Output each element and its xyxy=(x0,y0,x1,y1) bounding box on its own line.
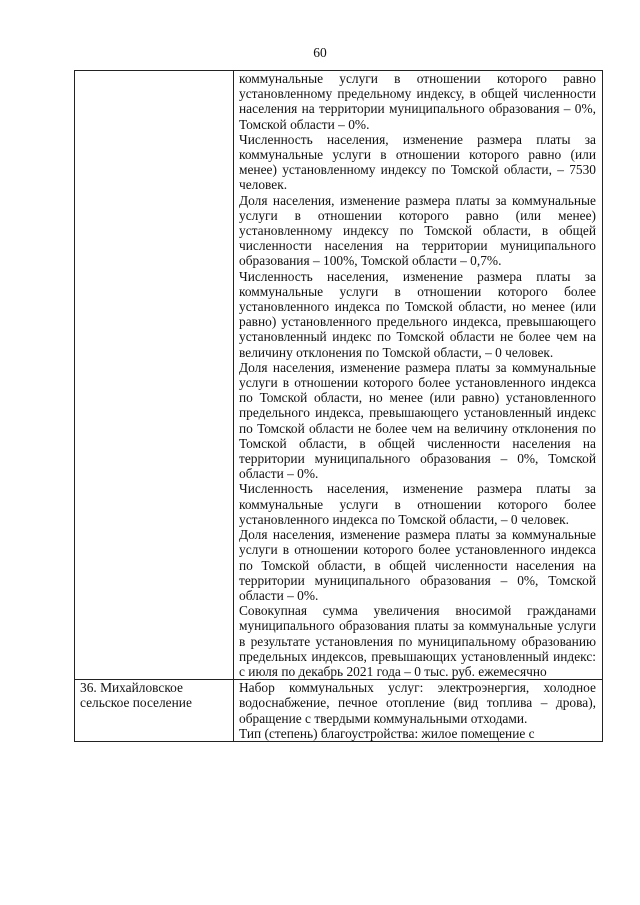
table-row xyxy=(75,680,603,742)
description-cell xyxy=(234,680,603,742)
table-row xyxy=(75,71,603,680)
description-cell xyxy=(234,71,603,680)
paragraph: Численность населения, изменение размера платы за коммунальные услуги в отношении которого равно (или менее) установленному индексу по Томской области, – 7530 человек. xyxy=(239,131,596,193)
municipality-cell xyxy=(75,71,234,680)
paragraph: коммунальные услуги в отношении которого равно установленному предельному индексу, в общей численности населения на территории муниципального образования – 0%, Томской области – 0%. xyxy=(239,71,596,132)
paragraph: Численность населения, изменение размера платы за коммунальные услуги в отношении которого более установленного индекса по Томской области, – 0 человек. xyxy=(239,481,596,527)
municipality-cell: 36. Михайловское сельское поселение xyxy=(75,680,234,742)
paragraph: Доля населения, изменение размера платы за коммунальные услуги в отношении которого более установленного индекса по Томской области, в общей численности населения на территории муниципального образования – 0%, Томской области – 0%. xyxy=(239,527,596,603)
paragraph: Численность населения, изменение размера платы за коммунальные услуги в отношении которого более установленного индекса по Томской области, но менее (или равно) установленного предельного индекса, превышающего установленный индекс по Томской области не более чем на величину отклонения по Томской области, – 0 человек. xyxy=(239,268,596,360)
paragraph: Доля населения, изменение размера платы за коммунальные услуги в отношении которого более установленного индекса по Томской области, но менее (или равно) установленного предельного индекса, превышающего установленный индекс по Томской области не более чем на величину отклонения по Томской области, в общей численности населения на территории муниципального образования – 0%, Томской области – 0%. xyxy=(239,359,596,482)
indices-table xyxy=(74,70,603,742)
paragraph: Тип (степень) благоустройства: жилое помещение с xyxy=(239,725,535,741)
paragraph: Набор коммунальных услуг: электроэнергия, холодное водоснабжение, печное отопление (вид топлива – дрова), обращение с твердыми коммунальными отходами. xyxy=(239,680,596,726)
paragraph: Доля населения, изменение размера платы за коммунальные услуги в отношении которого равно (или менее) установленному индексу по Томской области, в общей численности населения на территории муниципального образования – 100%, Томской области – 0,7%. xyxy=(239,192,596,269)
paragraph: Совокупная сумма увеличения вносимой гражданами муниципального образования платы за коммунальные услуги в результате установления по муниципальному образованию предельных индексов, превышающих установленный индекс: с июля по декабрь 2021 года – 0 тыс. руб. ежемесячно xyxy=(239,603,596,679)
page-number: 60 xyxy=(313,45,327,60)
